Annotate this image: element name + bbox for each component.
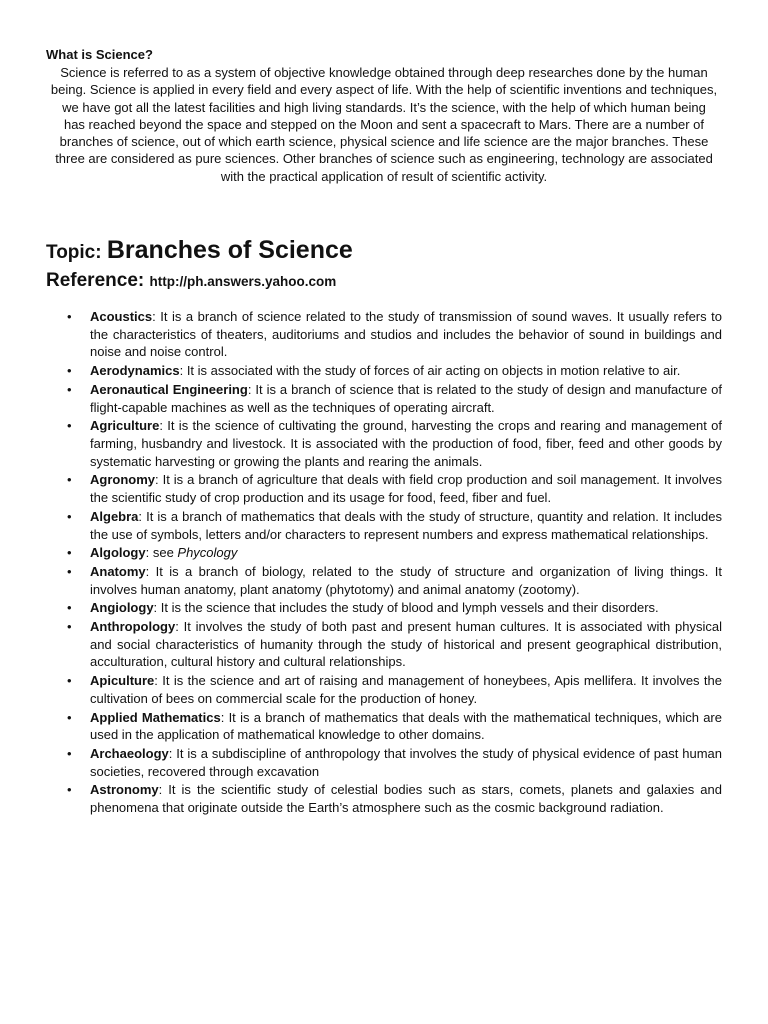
list-item	[46, 417, 722, 470]
list-item	[46, 709, 722, 744]
bullet-icon: •	[67, 472, 72, 488]
bullet-icon: •	[67, 600, 72, 616]
bullet-icon: •	[67, 782, 72, 798]
reference-prefix: Reference:	[46, 270, 150, 292]
branch-description: : see	[145, 545, 178, 561]
branches-list	[46, 308, 722, 817]
branch-term: Anthropology	[90, 619, 176, 635]
list-item	[46, 362, 722, 380]
branch-description: : It is a branch of science related to the study of transmission of sound waves. It usually refers to the characteristics of theaters, auditoriums and studios and includes the behavior of sound in buildings and noise and noise control.	[90, 309, 722, 360]
list-item	[46, 544, 722, 562]
list-item	[46, 381, 722, 416]
branch-term: Archaeology	[90, 745, 169, 761]
branch-term: Algology	[90, 545, 146, 561]
intro-heading: What is Science?	[46, 47, 153, 62]
list-item	[46, 563, 722, 598]
list-item	[46, 618, 722, 671]
branch-description: : It is the science of cultivating the ground, harvesting the crops and rearing and management of farming, husbandry and livestock. It is associated with the production of food, fiber, feed and other goods by systematic harvesting or growing the plants and rearing the animals.	[90, 418, 722, 469]
bullet-icon: •	[67, 381, 72, 397]
bullet-icon: •	[67, 309, 72, 325]
branch-term: Agronomy	[90, 472, 155, 488]
list-item	[46, 599, 722, 617]
branch-term: Apiculture	[90, 673, 155, 689]
branch-description: : It is a subdiscipline of anthropology that involves the study of physical evidence of past human societies, recovered through excavation	[90, 745, 722, 779]
branch-term: Anatomy	[90, 563, 146, 579]
branch-description: : It is associated with the study of forces of air acting on objects in motion relative to air.	[179, 363, 681, 379]
branch-description: : It is a branch of biology, related to the study of structure and organization of living things. It involves human anatomy, plant anatomy (phytotomy) and animal anatomy (zootomy).	[90, 563, 722, 597]
branch-see-reference: Phycology	[177, 545, 238, 561]
branch-term: Applied Mathematics	[90, 709, 221, 725]
branch-term: Acoustics	[90, 309, 153, 325]
bullet-icon: •	[67, 673, 72, 689]
branch-term: Aeronautical Engineering	[90, 381, 248, 397]
reference-url: http://ph.answers.yahoo.com	[149, 274, 337, 290]
branch-description: : It is a branch of agriculture that deals with field crop production and soil management. It involves the scientific study of crop production and its usage for food, feed, fiber and fuel.	[90, 472, 722, 506]
branch-description: : It is a branch of mathematics that deals with the study of structure, quantity and relation. It includes the use of symbols, letters and/or characters to represent numbers and express mathematical relationships.	[90, 508, 722, 542]
bullet-icon: •	[67, 709, 72, 725]
bullet-icon: •	[67, 619, 72, 635]
branch-term: Aerodynamics	[90, 363, 180, 379]
intro-paragraph: Science is referred to as a system of objective knowledge obtained through deep researches done by the human being. Science is applied in every field and every aspect of life. With the help of scientific inventions and techniques, we have got all the latest facilities and high living standards. It’s the science, with the help of which human being has reached beyond the space and stepped on the Moon and sent a spacecraft to Mars. There are a number of branches of science, out of which earth science, physical science and life science are the major branches. These three are considered as pure sciences. Other branches of science such as engineering, technology are associated with the practical application of result of scientific activity.	[50, 65, 718, 184]
branch-term: Astronomy	[90, 782, 159, 798]
branch-term: Algebra	[90, 508, 139, 524]
branch-term: Agriculture	[90, 418, 160, 434]
list-item	[46, 471, 722, 506]
bullet-icon: •	[67, 545, 72, 561]
topic-heading	[46, 235, 722, 269]
branch-description: : It is the science that includes the study of blood and lymph vessels and their disorders.	[153, 600, 659, 616]
reference-line	[46, 269, 722, 294]
branch-description: : It involves the study of both past and present human cultures. It is associated with physical and social characteristics of humanity through the study of historical and present geographical distribution, acculturation, cultural history and cultural relationships.	[90, 619, 722, 670]
list-item	[46, 781, 722, 816]
bullet-icon: •	[67, 508, 72, 524]
branch-description: : It is a branch of science that is related to the study of design and manufacture of flight-capable machines as well as the techniques of operating aircraft.	[90, 381, 722, 415]
branch-description: : It is the scientific study of celestial bodies such as stars, comets, planets and galaxies and phenomena that originate outside the Earth’s atmosphere such as the cosmic background radiation.	[90, 782, 722, 816]
bullet-icon: •	[67, 563, 72, 579]
topic-prefix: Topic:	[46, 242, 107, 264]
bullet-icon: •	[67, 418, 72, 434]
list-item	[46, 508, 722, 543]
list-item	[46, 308, 722, 361]
bullet-icon: •	[67, 363, 72, 379]
branch-term: Angiology	[90, 600, 154, 616]
topic-title: Branches of Science	[106, 236, 353, 265]
list-item	[46, 745, 722, 780]
branch-description: : It is the science and art of raising and management of honeybees, Apis mellifera. It involves the cultivation of bees on commercial scale for the production of honey.	[90, 673, 722, 706]
branch-description: : It is a branch of mathematics that deals with the mathematical techniques, which are used in the application of mathematical knowledge to other domains.	[90, 709, 722, 743]
list-item	[46, 672, 722, 707]
bullet-icon: •	[67, 745, 72, 761]
